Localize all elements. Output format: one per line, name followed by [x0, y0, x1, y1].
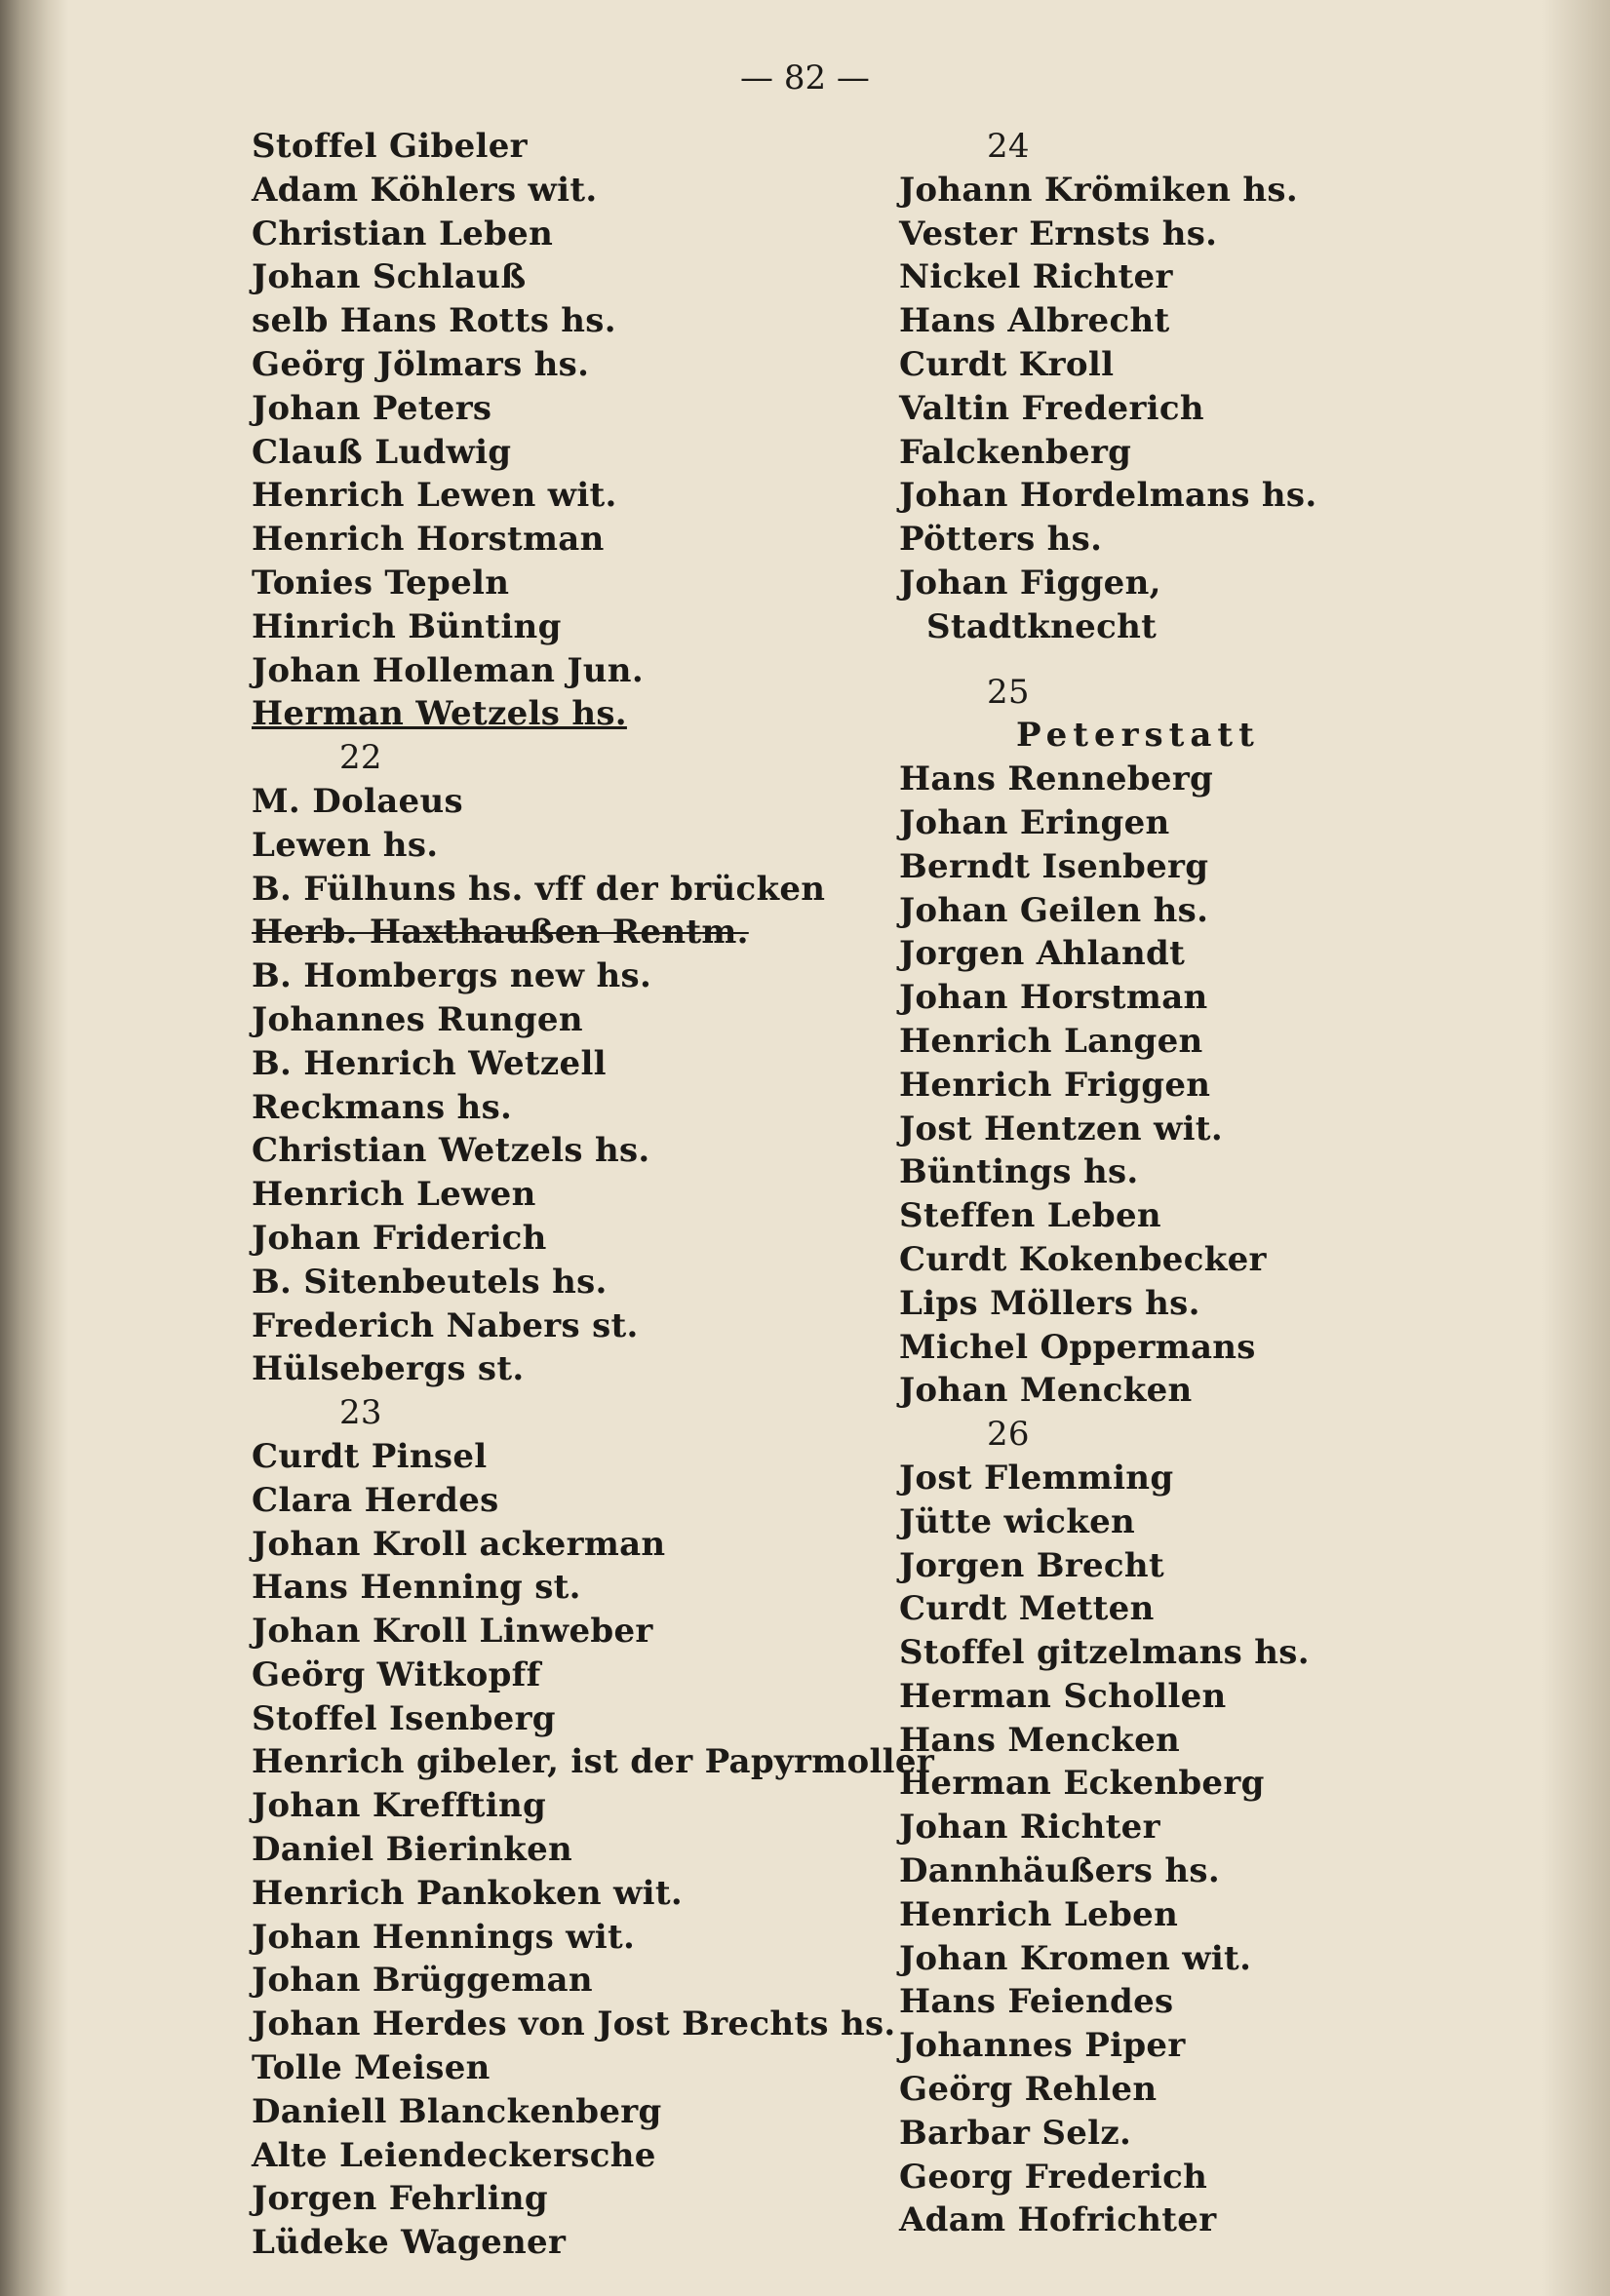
list-entry: Herman Schollen: [899, 1676, 1227, 1716]
list-entry: Curdt Pinsel: [252, 1436, 488, 1476]
list-entry: Tonies Tepeln: [252, 563, 510, 603]
list-entry: Curdt Kokenbecker: [899, 1239, 1267, 1279]
list-entry: Henrich Lewen: [252, 1175, 536, 1215]
list-entry: Daniel Bierinken: [252, 1830, 573, 1870]
list-entry: Stoffel gitzelmans hs.: [899, 1633, 1310, 1673]
list-entry: Georg Frederich: [899, 2157, 1208, 2197]
list-entry: Stoffel Gibeler: [252, 127, 528, 166]
list-entry: B. Hombergs new hs.: [252, 956, 652, 996]
list-entry: Daniell Blanckenberg: [252, 2091, 662, 2131]
list-entry: Johan Peters: [252, 388, 492, 428]
list-entry: Johannes Piper: [899, 2026, 1186, 2066]
list-entry: Frederich Nabers st.: [252, 1305, 639, 1345]
list-entry: Johan Brüggeman: [252, 1961, 593, 2001]
list-entry: Adam Köhlers wit.: [252, 170, 598, 210]
list-entry: Jorgen Brecht: [899, 1545, 1164, 1585]
list-entry: Vester Ernsts hs.: [899, 214, 1218, 253]
list-entry: Johan Kromen wit.: [899, 1938, 1252, 1978]
list-entry: Hans Henning st.: [252, 1568, 581, 1608]
list-entry: Barbar Selz.: [899, 2113, 1132, 2153]
list-entry: Christian Wetzels hs.: [252, 1131, 650, 1171]
list-entry: Jorgen Fehrling: [252, 2179, 549, 2219]
list-entry: Dannhäußers hs.: [899, 1851, 1220, 1891]
list-entry: Hans Feiendes: [899, 1982, 1174, 2022]
list-entry: Johan Kroll Linweber: [252, 1612, 653, 1652]
list-entry: Jost Flemming: [899, 1458, 1174, 1498]
list-entry: Jorgen Ahlandt: [899, 934, 1186, 974]
list-entry: Hans Albrecht: [899, 301, 1170, 341]
list-entry: Henrich Horstman: [252, 520, 605, 560]
list-entry: Henrich Lewen wit.: [252, 476, 617, 516]
list-entry: Johann Krömiken hs.: [899, 170, 1298, 210]
list-entry: Valtin Frederich: [899, 388, 1204, 428]
list-entry: Steffen Leben: [899, 1196, 1161, 1236]
list-entry: Jost Hentzen wit.: [899, 1109, 1223, 1148]
list-entry: Hans Renneberg: [899, 759, 1214, 799]
list-entry: Henrich Friggen: [899, 1065, 1211, 1105]
list-entry: Peterstatt: [1016, 716, 1260, 756]
list-entry: Hülsebergs st.: [252, 1349, 525, 1389]
list-entry: Curdt Metten: [899, 1589, 1155, 1629]
list-entry: Johan Hennings wit.: [252, 1917, 636, 1957]
list-entry: Geörg Witkopff: [252, 1654, 541, 1694]
list-entry: Johan Herdes von Jost Brechts hs.: [252, 2004, 896, 2044]
list-entry: Lewen hs.: [252, 825, 439, 865]
list-entry: Henrich Pankoken wit.: [252, 1873, 683, 1913]
list-entry: Johan Kreffting: [252, 1786, 547, 1826]
list-entry: Henrich Langen: [899, 1021, 1203, 1061]
list-entry: Curdt Kroll: [899, 344, 1115, 384]
list-entry: Michel Oppermans: [899, 1327, 1256, 1367]
list-entry: Johan Geilen hs.: [899, 890, 1209, 930]
list-entry: Berndt Isenberg: [899, 846, 1209, 886]
list-entry: Nickel Richter: [899, 257, 1173, 297]
list-entry: Stadtknecht: [926, 606, 1158, 646]
list-entry: Hinrich Bünting: [252, 606, 562, 646]
list-entry: Büntings hs.: [899, 1152, 1139, 1192]
list-entry: Hans Mencken: [899, 1720, 1181, 1760]
section-number: 22: [339, 738, 382, 778]
section-number: 25: [987, 672, 1030, 712]
section-number: 24: [987, 127, 1030, 166]
list-entry: Johan Eringen: [899, 802, 1170, 842]
list-entry: M. Dolaeus: [252, 781, 463, 821]
list-entry: Henrich Leben: [899, 1894, 1179, 1934]
section-number: 23: [339, 1393, 382, 1433]
list-entry: Adam Hofrichter: [899, 2200, 1217, 2240]
page-edge-shadow: [1542, 0, 1610, 2296]
list-entry: Geörg Jölmars hs.: [252, 344, 590, 384]
list-entry: Lüdeke Wagener: [252, 2223, 567, 2263]
list-entry: B. Sitenbeutels hs.: [252, 1262, 608, 1302]
list-entry: Johan Horstman: [899, 978, 1208, 1018]
list-entry: Falckenberg: [899, 432, 1132, 472]
list-entry: Johan Schlauß: [252, 257, 527, 297]
list-entry: Geörg Rehlen: [899, 2070, 1158, 2110]
list-entry: Clara Herdes: [252, 1480, 499, 1520]
list-entry: Pötters hs.: [899, 520, 1103, 560]
list-entry: Johan Figgen,: [899, 563, 1161, 603]
list-entry: Christian Leben: [252, 214, 554, 253]
page-number: — 82 —: [740, 58, 870, 97]
list-entry: Johan Hordelmans hs.: [899, 476, 1317, 516]
list-entry: Jütte wicken: [899, 1501, 1136, 1541]
list-entry: selb Hans Rotts hs.: [252, 301, 616, 341]
list-entry: Johan Kroll ackerman: [252, 1524, 666, 1564]
list-entry: Tolle Meisen: [252, 2048, 491, 2088]
list-entry: B. Fülhuns hs. vff der brücken: [252, 869, 826, 909]
list-entry: Johan Friderich: [252, 1218, 547, 1258]
list-entry: Johan Richter: [899, 1808, 1160, 1848]
list-entry: Lips Möllers hs.: [899, 1283, 1200, 1323]
list-entry: Herman Eckenberg: [899, 1764, 1265, 1804]
book-gutter-shadow: [0, 0, 68, 2296]
list-entry: Alte Leiendeckersche: [252, 2135, 656, 2175]
list-entry: Johan Holleman Jun.: [252, 650, 644, 690]
list-entry: Herman Wetzels hs.: [252, 694, 627, 734]
list-entry: Stoffel Isenberg: [252, 1698, 556, 1738]
section-number: 26: [987, 1415, 1030, 1455]
right-column: [899, 125, 1523, 2242]
list-entry: Herb. Haxthaußen Rentm.: [252, 913, 749, 953]
list-entry: B. Henrich Wetzell: [252, 1043, 607, 1083]
list-entry: [899, 649, 1523, 671]
list-entry: Reckmans hs.: [252, 1087, 513, 1127]
left-column: [252, 125, 935, 2265]
list-entry: Johannes Rungen: [252, 999, 583, 1039]
list-entry: Clauß Ludwig: [252, 432, 512, 472]
list-entry: Johan Mencken: [899, 1371, 1193, 1411]
list-entry: Henrich gibeler, ist der Papyrmoller: [252, 1742, 935, 1782]
